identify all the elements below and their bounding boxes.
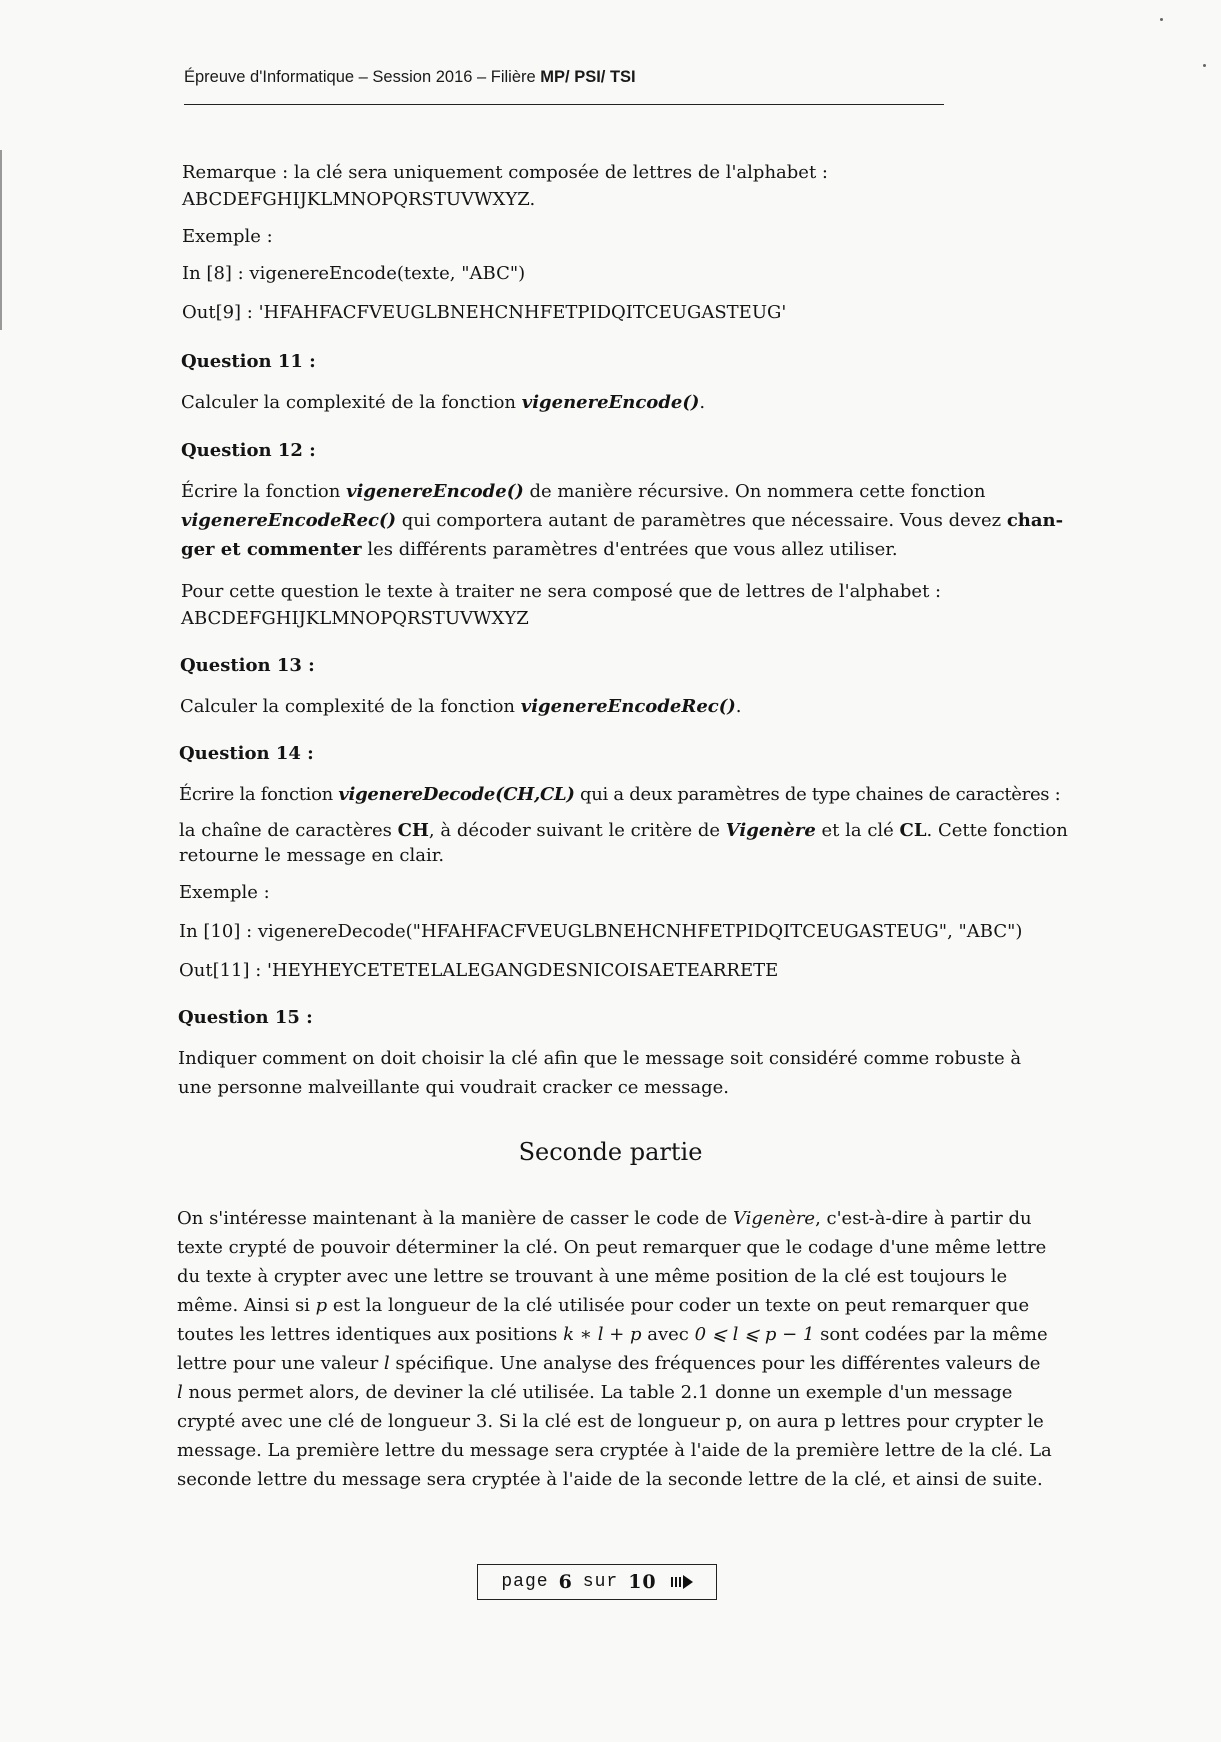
q12-l1-a: Écrire la fonction bbox=[181, 481, 347, 502]
part2-line-4 bbox=[177, 1293, 1029, 1319]
code-in-10: In [10] : vigenereDecode("HFAHFACFVEUGLBNEHCNHFETPIDQITCEUGASTEUG", "ABC") bbox=[179, 921, 1023, 942]
header-prefix: Épreuve d'Informatique – Session 2016 – Filière bbox=[184, 68, 541, 86]
q12-line-3 bbox=[181, 537, 898, 563]
q12-l2-b: qui comportera autant de paramètres que nécessaire. Vous devez bbox=[396, 510, 1007, 531]
q12-l1-fn: vigenereEncode() bbox=[346, 481, 524, 502]
p5-formula-1: k ∗ l + p bbox=[563, 1324, 642, 1345]
p5-b: avec bbox=[641, 1324, 695, 1345]
q11-fn: vigenereEncode() bbox=[521, 392, 700, 413]
p1-vig: Vigenère bbox=[732, 1208, 816, 1229]
part2-line-2: texte crypté de pouvoir déterminer la clé. On peut remarquer que le codage d'une même lettre bbox=[177, 1237, 1047, 1258]
q13-text: Calculer la complexité de la fonction bbox=[180, 696, 521, 717]
q11-text: Calculer la complexité de la fonction bbox=[181, 392, 522, 413]
p1-b: , c'est-à-dire à partir du bbox=[815, 1208, 1032, 1229]
p1-a: On s'intéresse maintenant à la manière de casser le code de bbox=[177, 1208, 733, 1229]
part2-line-3: du texte à crypter avec une lettre se trouvant à une même position de la clé est toujours le bbox=[177, 1266, 1008, 1287]
q12-l1-b: de manière récursive. On nommera cette fonction bbox=[523, 481, 986, 502]
scan-dot bbox=[1203, 64, 1206, 67]
q14-l1-b: qui a deux paramètres de type chaines de caractères : bbox=[574, 784, 1061, 805]
question-13-text bbox=[180, 694, 742, 720]
header-filiere: MP/ PSI/ TSI bbox=[540, 68, 636, 86]
header-rule bbox=[184, 104, 944, 105]
q13-fn: vigenereEncodeRec() bbox=[520, 696, 736, 717]
p6-a: lettre pour une valeur bbox=[177, 1353, 384, 1374]
footer-page-total: 10 bbox=[628, 1571, 657, 1593]
question-13-title: Question 13 : bbox=[180, 655, 315, 676]
q15-line-1: Indiquer comment on doit choisir la clé afin que le message soit considéré comme robuste à bbox=[178, 1048, 1022, 1069]
code-out-9: Out[9] : 'HFAHFACFVEUGLBNEHCNHFETPIDQITCEUGASTEUG' bbox=[182, 302, 787, 323]
remark-line-2: ABCDEFGHIJKLMNOPQRSTUVWXYZ. bbox=[182, 189, 536, 210]
part2-line-6 bbox=[177, 1351, 1040, 1377]
q12-l3-b: les différents paramètres d'entrées que vous allez utiliser. bbox=[361, 539, 898, 560]
q12-l2-fn: vigenereEncodeRec() bbox=[181, 510, 397, 531]
example-label: Exemple : bbox=[182, 226, 273, 247]
code-out-11: Out[11] : 'HEYHEYCETETELALEGANGDESNICOISAETEARRETE bbox=[179, 960, 779, 981]
code-in-8: In [8] : vigenereEncode(texte, "ABC") bbox=[182, 263, 526, 284]
q14-line-3: retourne le message en clair. bbox=[179, 845, 445, 866]
p5-c: sont codées par la même bbox=[814, 1324, 1048, 1345]
remark-line-1: Remarque : la clé sera uniquement composée de lettres de l'alphabet : bbox=[182, 162, 828, 183]
section-title: Seconde partie bbox=[518, 1138, 703, 1166]
q14-l2-ch: CH bbox=[397, 820, 429, 841]
q12-line-5: ABCDEFGHIJKLMNOPQRSTUVWXYZ bbox=[181, 608, 529, 629]
q12-l3-bold: ger et commenter bbox=[181, 539, 362, 560]
q13-end: . bbox=[735, 696, 742, 717]
scan-dot bbox=[1160, 18, 1163, 21]
q12-line-4: Pour cette question le texte à traiter ne sera composé que de lettres de l'alphabet : bbox=[181, 581, 942, 602]
p4-b: est la longueur de la clé utilisée pour coder un texte on peut remarquer que bbox=[327, 1295, 1030, 1316]
part2-line-7 bbox=[177, 1380, 1012, 1406]
scan-edge-mark bbox=[0, 150, 2, 330]
question-11-text bbox=[181, 390, 705, 416]
page-header bbox=[184, 68, 636, 87]
q12-line-2 bbox=[181, 508, 1063, 534]
q14-l2-d: . Cette fonction bbox=[926, 820, 1068, 841]
q14-l2-a: la chaîne de caractères bbox=[179, 820, 398, 841]
p4-p: p bbox=[315, 1295, 328, 1316]
part2-line-9: message. La première lettre du message sera cryptée à l'aide de la première lettre de la clé. La bbox=[177, 1440, 1052, 1461]
p7-b: nous permet alors, de deviner la clé utilisée. La table 2.1 donne un exemple d'un message bbox=[182, 1382, 1013, 1403]
part2-line-5 bbox=[177, 1322, 1048, 1348]
q14-line-2 bbox=[179, 818, 1068, 844]
p7-l: l bbox=[177, 1382, 183, 1403]
p5-formula-2: 0 ⩽ l ⩽ p − 1 bbox=[694, 1324, 815, 1345]
q14-example-label: Exemple : bbox=[179, 882, 270, 903]
next-page-arrow-icon bbox=[667, 1575, 693, 1589]
q14-l2-c: et la clé bbox=[815, 820, 900, 841]
footer-page-word: page bbox=[501, 1572, 549, 1592]
q12-l2-bold: chan- bbox=[1006, 510, 1064, 531]
question-15-title: Question 15 : bbox=[178, 1007, 313, 1028]
question-14-title: Question 14 : bbox=[179, 743, 314, 764]
q12-line-1 bbox=[181, 479, 985, 505]
q14-l1-fn: vigenereDecode(CH,CL) bbox=[338, 784, 575, 805]
page-footer bbox=[477, 1564, 717, 1600]
q14-line-1 bbox=[179, 782, 1060, 808]
q14-l2-b: , à décoder suivant le critère de bbox=[428, 820, 726, 841]
p6-b: spécifique. Une analyse des fréquences pour les différentes valeurs de bbox=[389, 1353, 1041, 1374]
q14-l2-vig: Vigenère bbox=[725, 820, 816, 841]
part2-line-10: seconde lettre du message sera cryptée à l'aide de la seconde lettre de la clé, et ainsi de suite. bbox=[177, 1469, 1043, 1490]
question-12-title: Question 12 : bbox=[181, 440, 316, 461]
p5-a: toutes les lettres identiques aux positions bbox=[177, 1324, 564, 1345]
part2-line-1 bbox=[177, 1206, 1032, 1232]
question-11-title: Question 11 : bbox=[181, 351, 316, 372]
q14-l1-a: Écrire la fonction bbox=[179, 784, 339, 805]
q14-l2-cl: CL bbox=[899, 820, 927, 841]
p4-a: même. Ainsi si bbox=[177, 1295, 316, 1316]
q11-end: . bbox=[699, 392, 706, 413]
q15-line-2: une personne malveillante qui voudrait cracker ce message. bbox=[178, 1077, 729, 1098]
footer-page-number: 6 bbox=[558, 1571, 573, 1593]
p6-l: l bbox=[383, 1353, 390, 1374]
part2-line-8: crypté avec une clé de longueur 3. Si la clé est de longueur p, on aura p lettres pour crypter le bbox=[177, 1411, 1044, 1432]
footer-sur-word: sur bbox=[582, 1572, 619, 1592]
